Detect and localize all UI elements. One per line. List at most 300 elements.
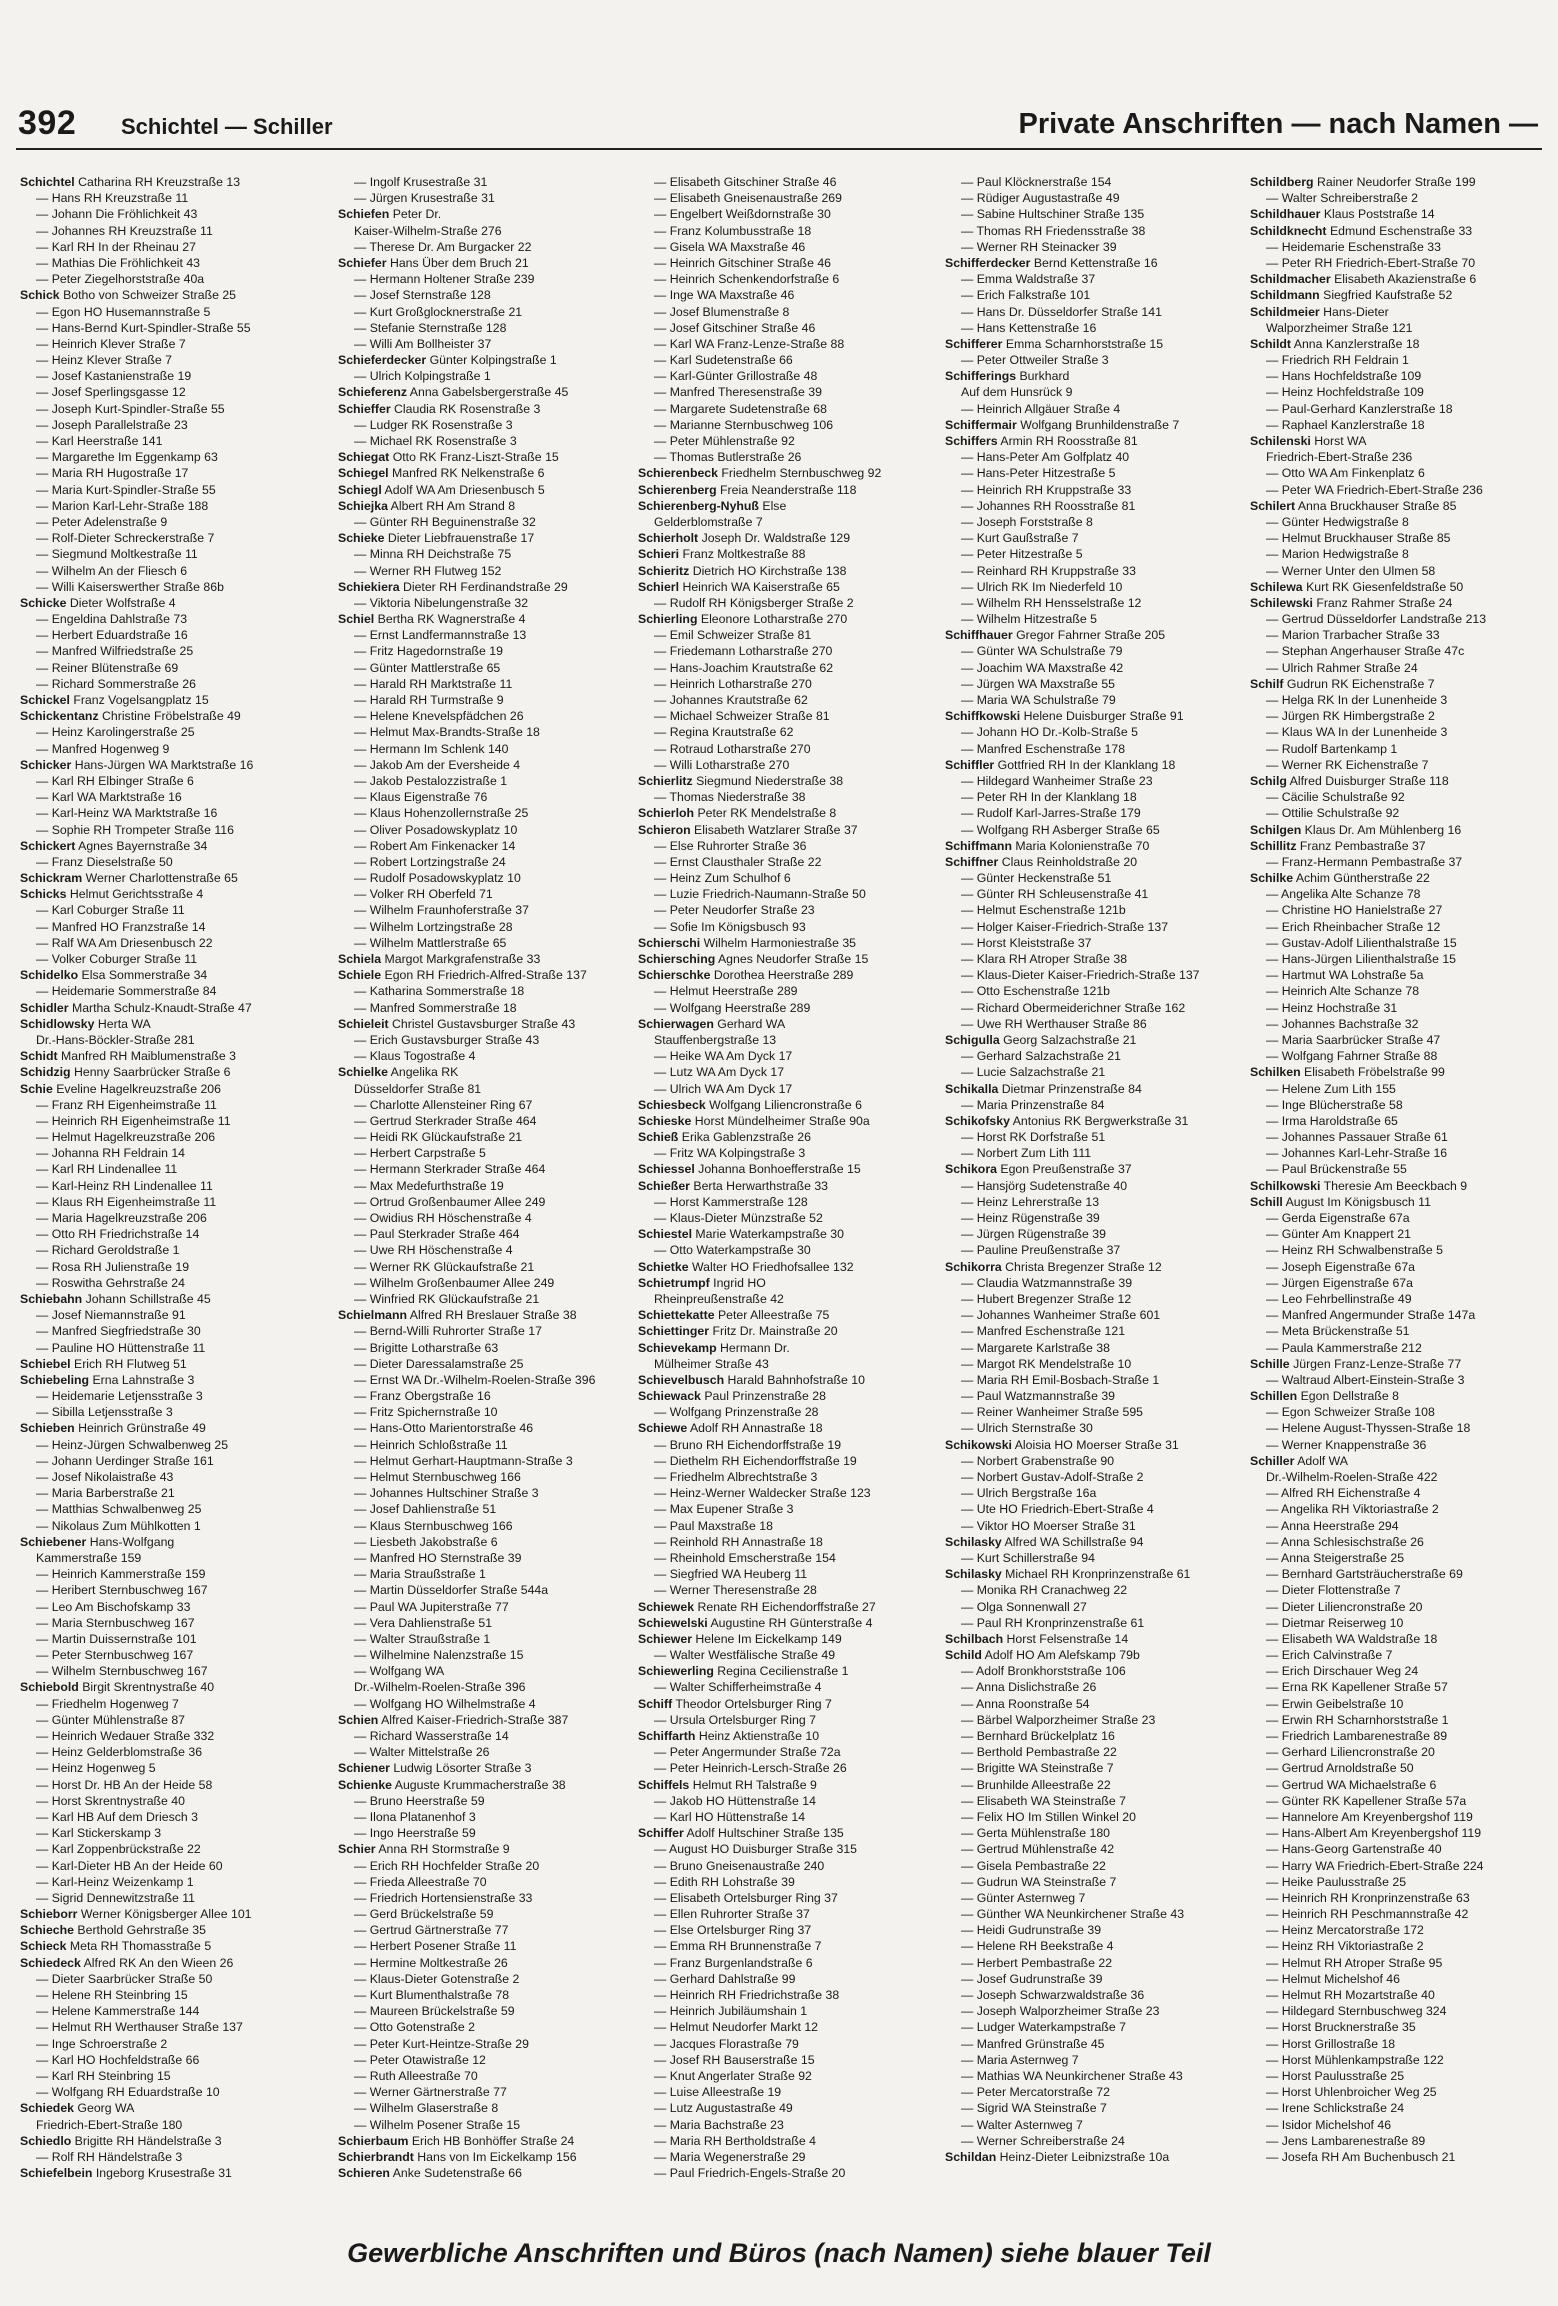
directory-entry-sub bbox=[638, 271, 928, 287]
directory-entry-sub bbox=[1250, 692, 1540, 708]
entry-surname: Schiffels bbox=[638, 1777, 690, 1792]
directory-entry-main bbox=[1250, 1356, 1540, 1372]
entry-details: — Minna RH Deichstraße 75 bbox=[354, 547, 512, 562]
entry-details: — Manfred Siegfriedstraße 30 bbox=[36, 1324, 201, 1339]
entry-details: — Klaus Sternbuschweg 166 bbox=[354, 1518, 513, 1533]
directory-entry-sub bbox=[338, 1679, 628, 1695]
entry-details: — Marion Karl-Lehr-Straße 188 bbox=[36, 498, 209, 513]
entry-details: Brigitte RH Händelstraße 3 bbox=[74, 2133, 222, 2148]
directory-entry-sub bbox=[945, 1955, 1235, 1971]
directory-entry-sub bbox=[338, 1825, 628, 1841]
entry-details: Mülheimer Straße 43 bbox=[654, 1356, 769, 1371]
entry-details: — Heinz RH Schwalbenstraße 5 bbox=[1266, 1243, 1444, 1258]
entry-details: — Nikolaus Zum Mühlkotten 1 bbox=[36, 1518, 201, 1533]
entry-details: — Kurt Schillerstraße 94 bbox=[961, 1550, 1095, 1565]
entry-details: — Paul-Gerhard Kanzlerstraße 18 bbox=[1266, 401, 1453, 416]
directory-entry-main bbox=[638, 1599, 928, 1615]
directory-entry-main bbox=[945, 2149, 1235, 2165]
entry-details: — Bruno Heerstraße 59 bbox=[354, 1793, 485, 1808]
entry-details: — Paul Maxstraße 18 bbox=[654, 1518, 773, 1533]
directory-entry-sub bbox=[638, 1242, 928, 1258]
entry-details: Alfred RK An den Wieen 26 bbox=[83, 1955, 234, 1970]
directory-entry-sub bbox=[338, 838, 628, 854]
directory-entry-sub bbox=[338, 595, 628, 611]
entry-details: — Werner Knappenstraße 36 bbox=[1266, 1437, 1427, 1452]
directory-entry-main bbox=[945, 255, 1235, 271]
directory-entry-sub bbox=[1250, 902, 1540, 918]
entry-details: — Oliver Posadowskyplatz 10 bbox=[354, 822, 518, 837]
header-rule bbox=[16, 148, 1542, 150]
entry-details: — Rüdiger Augustastraße 49 bbox=[961, 191, 1120, 206]
page-name-range: Schichtel — Schiller bbox=[121, 114, 333, 139]
entry-details: — Uwe RH Werthauser Straße 86 bbox=[961, 1016, 1147, 1031]
directory-entry-sub bbox=[638, 1550, 928, 1566]
entry-surname: Schierholt bbox=[638, 531, 699, 546]
directory-entry-sub bbox=[945, 352, 1235, 368]
entry-details: — Mathias Die Fröhlichkeit 43 bbox=[36, 255, 201, 270]
directory-entry-sub bbox=[638, 1534, 928, 1550]
directory-entry-sub bbox=[638, 1582, 928, 1598]
entry-details: Michael RH Kronprinzenstraße 61 bbox=[1005, 1567, 1191, 1582]
entry-surname: Schierling bbox=[638, 612, 698, 627]
entry-details: — Manfred Wilfriedstraße 25 bbox=[36, 644, 194, 659]
entry-details: Alfred Kaiser-Friedrich-Straße 387 bbox=[381, 1712, 569, 1727]
entry-details: — Stephan Angerhauser Straße 47c bbox=[1266, 644, 1465, 659]
entry-details: Helmut Gerichtsstraße 4 bbox=[69, 887, 204, 902]
directory-entry-sub bbox=[20, 951, 310, 967]
entry-details: Augustine RH Günterstraße 4 bbox=[710, 1615, 873, 1630]
entry-details: — Johann Die Fröhlichkeit 43 bbox=[36, 207, 198, 222]
entry-details: — Uwe RH Höschenstraße 4 bbox=[354, 1243, 513, 1258]
entry-details: — Heribert Sternbuschweg 167 bbox=[36, 1583, 208, 1598]
entry-details: — Rudolf RH Königsberger Straße 2 bbox=[654, 595, 854, 610]
entry-surname: Schildmeier bbox=[1250, 304, 1320, 319]
directory-entry-sub bbox=[338, 643, 628, 659]
directory-entry-sub bbox=[638, 1485, 928, 1501]
entry-details: — Wilhelm Hitzestraße 5 bbox=[961, 612, 1097, 627]
entry-details: — Martin Düsseldorfer Straße 544a bbox=[354, 1583, 549, 1598]
directory-entry-sub bbox=[20, 1712, 310, 1728]
entry-details: Wolfgang Liliencronstraße 6 bbox=[709, 1097, 862, 1112]
directory-entry-main bbox=[20, 1356, 310, 1372]
directory-entry-sub bbox=[945, 1210, 1235, 1226]
directory-entry-sub bbox=[338, 2100, 628, 2116]
entry-details: — Gerda Eigenstraße 67a bbox=[1266, 1211, 1410, 1225]
entry-surname: Schickert bbox=[20, 838, 76, 853]
entry-surname: Schiffer bbox=[638, 1826, 684, 1841]
directory-entry-sub bbox=[1250, 951, 1540, 967]
entry-surname: Schilasky bbox=[945, 1534, 1002, 1549]
directory-entry-sub bbox=[338, 870, 628, 886]
entry-details: — Harald RH Turmstraße 9 bbox=[354, 693, 504, 707]
directory-entry-sub bbox=[1250, 1145, 1540, 1161]
entry-details: — Horst Paulusstraße 25 bbox=[1266, 2068, 1405, 2083]
entry-surname: Schildmacher bbox=[1250, 272, 1331, 287]
entry-details: — Karl RH Elbinger Straße 6 bbox=[36, 773, 194, 788]
entry-details: Hans-Dieter bbox=[1323, 304, 1389, 319]
directory-entry-main bbox=[638, 1097, 928, 1113]
directory-entry-sub bbox=[338, 1275, 628, 1291]
entry-details: — Peter Sternbuschweg 167 bbox=[36, 1648, 194, 1663]
page-number: 392 bbox=[18, 104, 77, 142]
entry-details: — Egon Schweizer Straße 108 bbox=[1266, 1405, 1435, 1420]
entry-surname: Schildberg bbox=[1250, 175, 1314, 189]
entry-details: — Heinz Klever Straße 7 bbox=[36, 353, 172, 368]
entry-details: — Else Ruhrorter Straße 36 bbox=[654, 838, 807, 853]
entry-details: Anna RH Stormstraße 9 bbox=[378, 1842, 510, 1857]
entry-details: — Wolfgang Prinzenstraße 28 bbox=[654, 1405, 819, 1420]
entry-surname: Schierschke bbox=[638, 968, 711, 983]
entry-details: — Günter Mattlerstraße 65 bbox=[354, 660, 501, 675]
entry-details: — Manfred Grünstraße 45 bbox=[961, 2036, 1105, 2051]
directory-entry-sub bbox=[338, 1728, 628, 1744]
directory-entry-sub bbox=[338, 708, 628, 724]
directory-entry-sub bbox=[20, 1971, 310, 1987]
directory-entry-sub bbox=[638, 708, 928, 724]
entry-details: — Thomas Butlerstraße 26 bbox=[654, 450, 802, 465]
directory-entry-sub bbox=[1250, 1485, 1540, 1501]
entry-details: — Heinrich Schloßstraße 11 bbox=[354, 1437, 508, 1452]
directory-entry-sub bbox=[338, 1113, 628, 1129]
entry-details: — Gerhard Salzachstraße 21 bbox=[961, 1049, 1121, 1064]
directory-entry-sub bbox=[338, 935, 628, 951]
entry-surname: Schietke bbox=[638, 1259, 689, 1274]
entry-details: — Manfred HO Franzstraße 14 bbox=[36, 919, 206, 934]
entry-details: Heinz Aktienstraße 10 bbox=[698, 1729, 820, 1743]
entry-details: Burkhard bbox=[1019, 369, 1070, 384]
directory-entry-sub bbox=[945, 1501, 1235, 1517]
entry-details: Adolf WA bbox=[1297, 1453, 1348, 1468]
directory-entry-sub bbox=[638, 2068, 928, 2084]
entry-details: — Angelika RH Viktoriastraße 2 bbox=[1266, 1502, 1439, 1517]
entry-details: — Walter Schifferheimstraße 4 bbox=[654, 1680, 822, 1695]
entry-details: — Richard Obermeiderichner Straße 162 bbox=[961, 1000, 1186, 1015]
entry-details: Renate RH Eichendorffstraße 27 bbox=[697, 1599, 876, 1614]
entry-details: Joseph Dr. Waldstraße 129 bbox=[701, 531, 851, 546]
directory-entry-sub bbox=[20, 336, 310, 352]
directory-column-2 bbox=[338, 174, 628, 2181]
entry-surname: Schieske bbox=[638, 1113, 692, 1128]
entry-details: — Jürgen RK Himbergstraße 2 bbox=[1266, 709, 1435, 724]
directory-entry-main bbox=[945, 854, 1235, 870]
directory-entry-sub bbox=[20, 1307, 310, 1323]
entry-details: Erika Gablenzstraße 26 bbox=[681, 1130, 811, 1145]
directory-entry-sub bbox=[338, 983, 628, 999]
entry-details: — Hannelore Am Kreyenbergshof 119 bbox=[1266, 1809, 1473, 1824]
directory-entry-main bbox=[338, 1777, 628, 1793]
directory-entry-sub bbox=[638, 2052, 928, 2068]
entry-details: — Sofie Im Königsbusch 93 bbox=[654, 919, 806, 934]
entry-details: — Holger Kaiser-Friedrich-Straße 137 bbox=[961, 919, 1169, 934]
directory-entry-sub bbox=[638, 789, 928, 805]
directory-entry-main bbox=[338, 1760, 628, 1776]
directory-entry-sub bbox=[20, 854, 310, 870]
directory-entry-sub bbox=[338, 1631, 628, 1647]
entry-details: Anke Sudetenstraße 66 bbox=[392, 2166, 522, 2181]
entry-details: — Hildegard Sternbuschweg 324 bbox=[1266, 2004, 1447, 2019]
directory-entry-main bbox=[1250, 206, 1540, 222]
entry-details: Johann Schillstraße 45 bbox=[85, 1291, 211, 1306]
directory-entry-sub bbox=[1250, 1809, 1540, 1825]
entry-details: Birgit Skrentnystraße 40 bbox=[82, 1680, 215, 1695]
entry-details: Siegmund Niederstraße 38 bbox=[696, 773, 844, 788]
entry-details: — Irene Schlickstraße 24 bbox=[1266, 2101, 1405, 2116]
directory-entry-main bbox=[1250, 433, 1540, 449]
directory-entry-sub bbox=[945, 1841, 1235, 1857]
entry-details: — Johannes Passauer Straße 61 bbox=[1266, 1130, 1448, 1145]
entry-details: — Bernd-Willi Ruhrorter Straße 17 bbox=[354, 1324, 542, 1339]
entry-details: — Johann HO Dr.-Kolb-Straße 5 bbox=[961, 725, 1139, 740]
directory-entry-sub bbox=[638, 384, 928, 400]
entry-details: — Franz RH Eigenheimstraße 11 bbox=[36, 1097, 217, 1112]
entry-surname: Schieck bbox=[20, 1939, 67, 1954]
directory-entry-sub bbox=[638, 2019, 928, 2035]
entry-details: — Peter Mercatorstraße 72 bbox=[961, 2085, 1110, 2100]
directory-entry-sub bbox=[20, 1226, 310, 1242]
entry-details: — Sophie RH Trompeter Straße 116 bbox=[36, 822, 234, 837]
directory-entry-sub bbox=[338, 433, 628, 449]
directory-entry-sub bbox=[1250, 2100, 1540, 2116]
entry-details: — Anna Steigerstraße 25 bbox=[1266, 1550, 1405, 1565]
entry-details: — Heinrich Lotharstraße 270 bbox=[654, 676, 812, 691]
entry-surname: Schieferdecker bbox=[338, 353, 427, 368]
directory-entry-main bbox=[20, 967, 310, 983]
section-title: Private Anschriften — nach Namen — bbox=[1018, 108, 1538, 140]
entry-details: Heinrich WA Kaiserstraße 65 bbox=[682, 579, 840, 594]
directory-entry-sub bbox=[945, 1760, 1235, 1776]
entry-details: — Werner RK Eichenstraße 7 bbox=[1266, 757, 1429, 772]
entry-details: — Erna RK Kapellener Straße 57 bbox=[1266, 1680, 1448, 1695]
entry-surname: Schieri bbox=[638, 547, 680, 562]
entry-details: — Klaus Hohenzollernstraße 25 bbox=[354, 806, 529, 821]
entry-details: — Rotraud Lotharstraße 270 bbox=[654, 741, 811, 756]
entry-details: — Hermann Im Schlenk 140 bbox=[354, 741, 509, 756]
directory-entry-sub bbox=[20, 1615, 310, 1631]
directory-entry-sub bbox=[20, 2117, 310, 2133]
entry-details: — Martin Duissernstraße 101 bbox=[36, 1631, 197, 1646]
directory-entry-main bbox=[338, 2165, 628, 2181]
directory-entry-sub bbox=[20, 384, 310, 400]
entry-surname: Schild bbox=[945, 1648, 982, 1663]
directory-column-4 bbox=[945, 174, 1235, 2165]
entry-details: Harald Bahnhofstraße 10 bbox=[727, 1372, 865, 1387]
entry-details: Dietrich HO Kirchstraße 138 bbox=[692, 563, 847, 578]
entry-details: — Ingo Heerstraße 59 bbox=[354, 1826, 476, 1841]
directory-entry-main bbox=[1250, 1178, 1540, 1194]
entry-surname: Schiedlo bbox=[20, 2133, 72, 2148]
entry-details: Paul Prinzenstraße 28 bbox=[704, 1389, 826, 1404]
directory-entry-sub bbox=[20, 1647, 310, 1663]
directory-entry-main bbox=[20, 595, 310, 611]
directory-entry-sub bbox=[638, 1922, 928, 1938]
directory-entry-sub bbox=[20, 1809, 310, 1825]
directory-entry-sub bbox=[945, 595, 1235, 611]
entry-details: — Jens Lambarenestraße 89 bbox=[1266, 2133, 1426, 2148]
entry-details: — Anna Schlesischstraße 26 bbox=[1266, 1534, 1424, 1549]
entry-details: — Karl Stickerskamp 3 bbox=[36, 1826, 162, 1841]
directory-entry-sub bbox=[1250, 643, 1540, 659]
directory-entry-sub bbox=[638, 595, 928, 611]
entry-surname: Schikora bbox=[945, 1162, 997, 1177]
entry-details: — Fritz WA Kolpingstraße 3 bbox=[654, 1146, 806, 1161]
directory-entry-sub bbox=[638, 433, 928, 449]
entry-details: — Heidemarie Letjensstraße 3 bbox=[36, 1389, 203, 1404]
entry-details: — Lutz Augustastraße 49 bbox=[654, 2101, 793, 2116]
directory-entry-sub bbox=[338, 1793, 628, 1809]
entry-details: — Anna Heerstraße 294 bbox=[1266, 1518, 1399, 1533]
entry-surname: Schiekiera bbox=[338, 579, 400, 594]
entry-details: — Karl Coburger Straße 11 bbox=[36, 903, 185, 918]
directory-entry-sub bbox=[1250, 1663, 1540, 1679]
directory-entry-sub bbox=[945, 1356, 1235, 1372]
directory-entry-sub bbox=[638, 304, 928, 320]
directory-entry-sub bbox=[638, 741, 928, 757]
directory-entry-sub bbox=[1250, 2084, 1540, 2100]
entry-details: Else bbox=[762, 498, 787, 513]
directory-entry-sub bbox=[638, 838, 928, 854]
entry-details: — Inge WA Maxstraße 46 bbox=[654, 288, 795, 303]
directory-entry-sub bbox=[20, 223, 310, 239]
entry-details: — Paul Watzmannstraße 39 bbox=[961, 1389, 1115, 1404]
directory-entry-sub bbox=[20, 368, 310, 384]
directory-entry-sub bbox=[638, 2100, 928, 2116]
directory-entry-sub bbox=[1250, 660, 1540, 676]
directory-entry-main bbox=[638, 1663, 928, 1679]
entry-details: — Johannes Hultschiner Straße 3 bbox=[354, 1486, 539, 1501]
directory-entry-sub bbox=[20, 255, 310, 271]
directory-entry-sub bbox=[638, 514, 928, 530]
directory-entry-sub bbox=[1250, 563, 1540, 579]
entry-details: — Horst Dr. HB An der Heide 58 bbox=[36, 1777, 213, 1792]
directory-entry-sub bbox=[1250, 384, 1540, 400]
directory-entry-sub bbox=[20, 1874, 310, 1890]
entry-details: — Karl HO Hüttenstraße 14 bbox=[654, 1809, 806, 1824]
entry-details: — Heinrich Wedauer Straße 332 bbox=[36, 1729, 215, 1743]
entry-details: Fritz Dr. Mainstraße 20 bbox=[712, 1324, 838, 1339]
entry-details: — Dieter Liliencronstraße 20 bbox=[1266, 1599, 1423, 1614]
directory-entry-sub bbox=[638, 1291, 928, 1307]
page-header bbox=[16, 104, 1542, 144]
entry-details: — Heinrich Schenkendorfstraße 6 bbox=[654, 272, 840, 287]
entry-details: — Maria WA Schulstraße 79 bbox=[961, 693, 1116, 707]
entry-details: Adolf RH Annastraße 18 bbox=[689, 1421, 823, 1436]
entry-details: — Paul WA Jupiterstraße 77 bbox=[354, 1599, 509, 1614]
directory-entry-sub bbox=[1250, 983, 1540, 999]
entry-details: Anna Gabelsbergerstraße 45 bbox=[409, 385, 569, 400]
directory-entry-sub bbox=[638, 1210, 928, 1226]
directory-entry-sub bbox=[1250, 1647, 1540, 1663]
entry-surname: Schiettinger bbox=[638, 1324, 710, 1339]
directory-entry-sub bbox=[1250, 1955, 1540, 1971]
directory-entry-sub bbox=[1250, 1906, 1540, 1922]
directory-entry-sub bbox=[20, 530, 310, 546]
directory-columns bbox=[20, 174, 1542, 2222]
directory-entry-sub bbox=[1250, 1890, 1540, 1906]
entry-details: — Heinz Hochstraße 31 bbox=[1266, 1000, 1398, 1015]
entry-details: Anna Kanzlerstraße 18 bbox=[1293, 336, 1420, 351]
entry-details: — Heinrich RH Kronprinzenstraße 63 bbox=[1266, 1890, 1470, 1905]
directory-entry-main bbox=[338, 449, 628, 465]
entry-details: Alfred WA Schillstraße 94 bbox=[1004, 1534, 1144, 1549]
entry-surname: Schieborr bbox=[20, 1907, 78, 1922]
directory-entry-sub bbox=[20, 1518, 310, 1534]
entry-details: — Hans-Joachim Krautstraße 62 bbox=[654, 660, 834, 675]
directory-entry-sub bbox=[638, 1566, 928, 1582]
directory-entry-main bbox=[338, 498, 628, 514]
directory-entry-main bbox=[1250, 1388, 1540, 1404]
directory-entry-sub bbox=[945, 384, 1235, 400]
directory-entry-sub bbox=[1250, 1372, 1540, 1388]
directory-entry-sub bbox=[338, 773, 628, 789]
directory-entry-sub bbox=[20, 514, 310, 530]
directory-entry-sub bbox=[1250, 1242, 1540, 1258]
directory-entry-sub bbox=[945, 676, 1235, 692]
directory-entry-sub bbox=[638, 1404, 928, 1420]
entry-details: — Karl Zoppenbrückstraße 22 bbox=[36, 1842, 201, 1857]
directory-entry-sub bbox=[20, 1825, 310, 1841]
entry-details: Horst WA bbox=[1314, 434, 1367, 448]
entry-details: — Matthias Schwalbenweg 25 bbox=[36, 1502, 202, 1517]
entry-details: — Hans-Georg Gartenstraße 40 bbox=[1266, 1842, 1442, 1857]
directory-entry-sub bbox=[638, 352, 928, 368]
entry-details: — Jakob Pestalozzistraße 1 bbox=[354, 773, 508, 788]
entry-details: — Werner Schreiberstraße 24 bbox=[961, 2133, 1125, 2148]
entry-details: — Erich Falkstraße 101 bbox=[961, 288, 1091, 303]
directory-entry-sub bbox=[20, 2052, 310, 2068]
entry-details: Egon RH Friedrich-Alfred-Straße 137 bbox=[384, 968, 587, 983]
entry-surname: Schiff bbox=[638, 1696, 673, 1711]
directory-entry-sub bbox=[20, 1696, 310, 1712]
directory-entry-sub bbox=[638, 2003, 928, 2019]
directory-entry-sub bbox=[945, 239, 1235, 255]
directory-entry-sub bbox=[1250, 546, 1540, 562]
directory-entry-sub bbox=[945, 206, 1235, 222]
directory-entry-sub bbox=[638, 2133, 928, 2149]
entry-details: Günter Kolpingstraße 1 bbox=[429, 353, 557, 368]
directory-entry-main bbox=[638, 1728, 928, 1744]
directory-entry-sub bbox=[638, 336, 928, 352]
entry-details: Dr.-Hans-Böckler-Straße 281 bbox=[36, 1032, 195, 1047]
directory-entry-main bbox=[20, 287, 310, 303]
directory-entry-main bbox=[638, 1615, 928, 1631]
entry-details: — Johannes Karl-Lehr-Straße 16 bbox=[1266, 1146, 1448, 1161]
directory-entry-sub bbox=[638, 1874, 928, 1890]
directory-entry-sub bbox=[20, 352, 310, 368]
directory-entry-sub bbox=[338, 1340, 628, 1356]
entry-details: — Karl-Heinz WA Marktstraße 16 bbox=[36, 806, 218, 821]
entry-details: — Franz Burgenlandstraße 6 bbox=[654, 1955, 813, 1970]
directory-entry-main bbox=[638, 498, 928, 514]
entry-surname: Schieleit bbox=[338, 1016, 389, 1031]
directory-entry-sub bbox=[945, 1906, 1235, 1922]
directory-entry-sub bbox=[638, 1194, 928, 1210]
directory-entry-sub bbox=[20, 2003, 310, 2019]
directory-entry-sub bbox=[638, 1858, 928, 1874]
directory-entry-sub bbox=[945, 1323, 1235, 1339]
directory-entry-sub bbox=[1250, 1469, 1540, 1485]
directory-entry-sub bbox=[20, 1744, 310, 1760]
directory-entry-sub bbox=[20, 401, 310, 417]
directory-entry-sub bbox=[945, 2084, 1235, 2100]
entry-details: — Maria Sternbuschweg 167 bbox=[36, 1615, 195, 1630]
entry-surname: Schieß bbox=[638, 1130, 679, 1145]
directory-entry-main bbox=[1250, 870, 1540, 886]
directory-entry-sub bbox=[338, 919, 628, 935]
directory-entry-sub bbox=[945, 611, 1235, 627]
directory-entry-sub bbox=[1250, 1712, 1540, 1728]
directory-entry-sub bbox=[945, 1178, 1235, 1194]
entry-details: — Heinrich RH Peschmannstraße 42 bbox=[1266, 1907, 1469, 1922]
